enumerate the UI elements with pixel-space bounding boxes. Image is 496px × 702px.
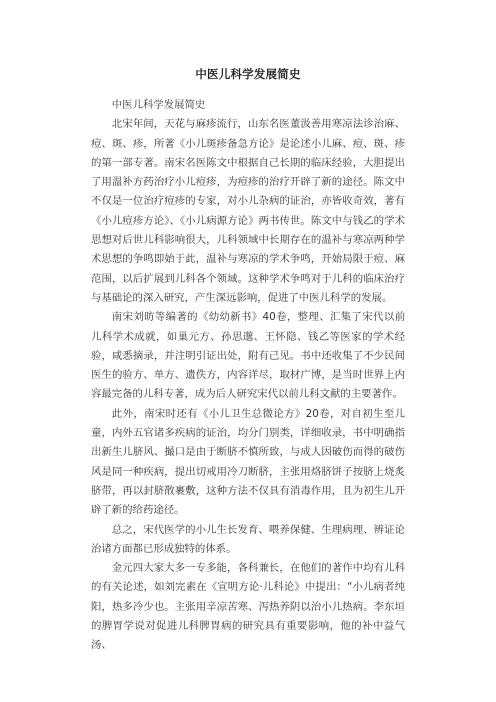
body-paragraph: 北宋年间，天花与麻疹流行，山东名医董汲善用寒凉法诊治麻、痘、斑、疹，所著《小儿斑疹备急方论》是论述小儿麻、痘、斑、疹的第一部专著。南宋名医陈文中根据自己长期的临床经验，大胆提出了用温补方药治疗小儿痘疹，为痘疹的治疗开辟了新的途径。陈文中不仅是一位治疗痘疹的专家，对小儿杂病的证治，亦皆收奇效，著有《小儿痘疹方论》、《小儿病源方论》两书传世。陈文中与钱乙的学术思想对后世儿科影响很大，儿科领域中长期存在的温补与寒凉两种学术思想的争鸣即始于此，温补与寒凉的学术争鸣，开始局限于痘、麻范围，以后扩展到儿科各个领域。这种学术争鸣对于儿科的临床治疗与基础论的深入研究，产生深远影响，促进了中医儿科学的发展。	[91, 118, 405, 304]
document-body	[91, 96, 405, 656]
body-paragraph: 南宋刘昉等编著的《幼幼新书》40卷，整理、汇集了宋代以前儿科学术成就，如巢元方、孙思邈、王怀隐、钱乙等医家的学术经验，咸悉摘录，并注明引证出处，附有己见。书中还收集了不少民间医生的验方、单方、遗佚方，内容详尽，取材广博，是当时世界上内容最完备的儿科专著，成为后人研究宋代以前儿科文献的主要著作。	[91, 311, 405, 401]
subtitle-paragraph: 中医儿科学发展简史	[111, 99, 206, 111]
page-title: 中医儿科学发展简史	[195, 67, 301, 81]
body-paragraph: 金元四大家大多一专多能，各科兼长，在他们的著作中均有儿科的有关论述，如刘完素在《宣明方论·儿科论》中提出：“小儿病者纯阳，热多冷少也。主张用辛凉苦寒、泻热养阴以治小儿热病。李东垣的脾胃学说对促进儿科脾胃病的研究具有重要影响，他的补中益气汤、	[91, 562, 405, 652]
body-paragraph: 此外，南宋时还有《小儿卫生总微论方》20卷，对自初生至儿童，内外五官诸多疾病的证治，均分门别类，详细收录，书中明确指出新生儿脐风、撮口是由于断脐不慎所致，与成人因破伤而得的破伤风是同一种疾病，提出切戒用冷刀断脐，主张用烙脐饼子按脐上烧炙脐带，再以封脐散裹敷，这种方法不仅具有消毒作用，且为初生儿开辟了新的给药途径。	[91, 407, 405, 517]
body-paragraph: 总之，宋代医学的小儿生长发育、喂养保健、生理病理、辨证论治诸方面都已形成独特的体系。	[91, 523, 405, 555]
